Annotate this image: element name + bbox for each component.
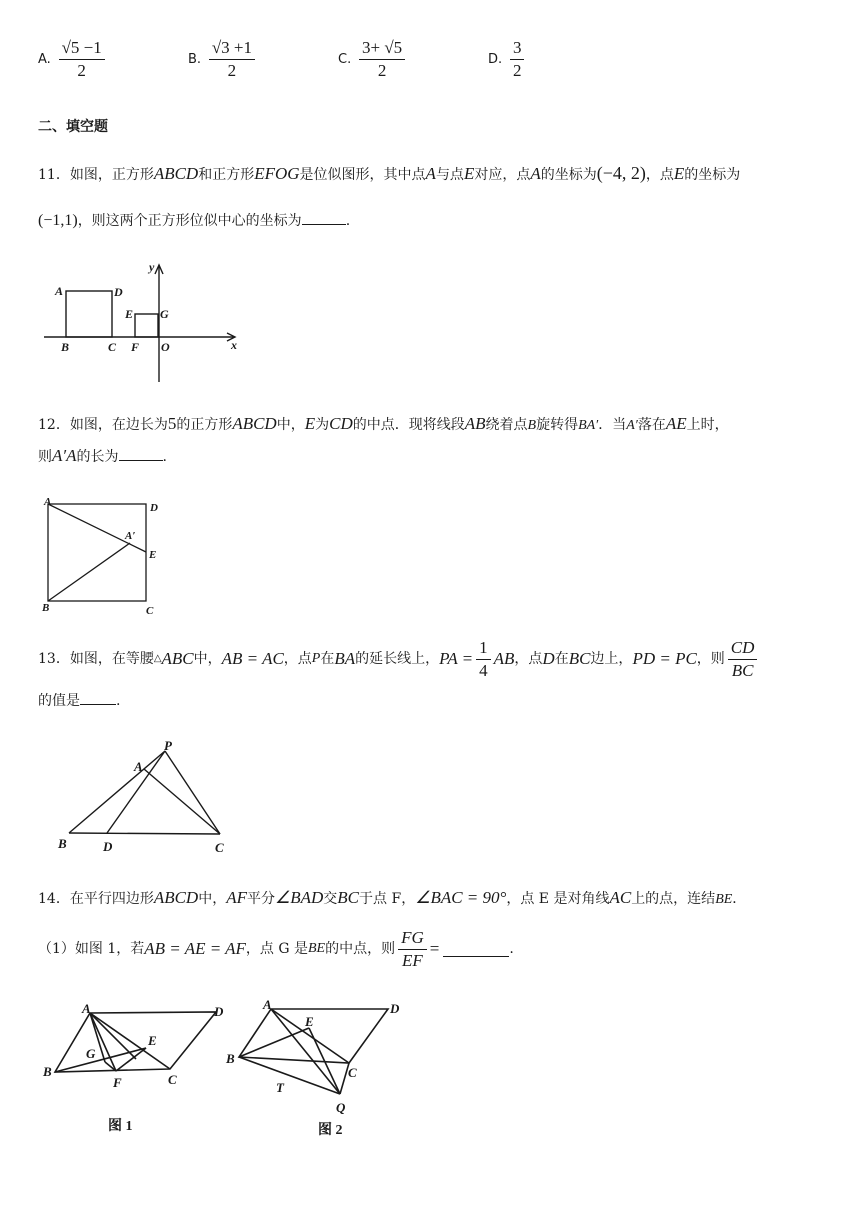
fig1-label-e: E xyxy=(148,1033,157,1048)
label-a: A xyxy=(55,284,64,298)
q13-line1 xyxy=(38,638,760,682)
option-d-denominator: 2 xyxy=(512,60,522,80)
q13-line2 xyxy=(38,690,120,711)
label-c: C xyxy=(108,340,117,354)
q11-abcd: ABCD xyxy=(153,164,199,183)
q12-text: 为 xyxy=(315,417,330,433)
square-abcd xyxy=(66,291,112,337)
q14-ab-eq-ae-eq-af: AB = AE = AF xyxy=(144,939,246,959)
q13-abc: ABC xyxy=(161,649,194,669)
q14-sub1-be: BE xyxy=(308,941,326,957)
q12-ae: AE xyxy=(665,414,687,433)
segment-pc xyxy=(165,751,220,834)
q12-figure xyxy=(38,494,170,620)
q11-text: 对应，点 xyxy=(474,167,531,183)
q11-point-a: A xyxy=(530,164,541,183)
q14-sub1-text: 的中点，则 xyxy=(325,941,396,958)
q11-figure xyxy=(38,258,248,388)
q14-angle-bac: ∠BAC = 90° xyxy=(415,888,507,907)
segment-ac xyxy=(144,769,220,834)
q12-answer-blank[interactable] xyxy=(119,446,163,461)
q13-text: 在 xyxy=(554,651,569,668)
q11-text: 是位似图形，其中点 xyxy=(299,167,426,183)
q14-text: 交 xyxy=(323,891,338,907)
label-p: P xyxy=(164,738,172,753)
fig1-label-f: F xyxy=(113,1075,122,1090)
q11-coord-e: (−1,1) xyxy=(38,212,78,229)
segment-bc xyxy=(69,833,220,834)
fig2-label-a: A xyxy=(263,997,272,1012)
q12-text: 旋转得 xyxy=(536,417,579,433)
q12-text: 落在 xyxy=(637,417,666,433)
q13-text: 的延长线上， xyxy=(355,651,440,668)
q14-angle-bad: ∠BAD xyxy=(275,888,324,907)
q12-text: 的中点．现将线段 xyxy=(352,417,465,433)
q14-text: ，点 E 是对角线 xyxy=(506,891,610,907)
option-b-fraction xyxy=(209,38,255,80)
q11-text: ，点 xyxy=(645,167,674,183)
segment-bp xyxy=(69,751,165,833)
fig2-label-b: B xyxy=(226,1051,235,1066)
fig2-label-t: T xyxy=(276,1080,284,1095)
q13-pa: PA = xyxy=(439,649,474,669)
q12-text: 则 xyxy=(38,449,52,465)
q11-point-a: A xyxy=(425,164,436,183)
option-c-fraction xyxy=(359,38,405,80)
label-a: A xyxy=(134,759,143,774)
q13-point-p: P xyxy=(311,651,321,667)
q11-text: 的坐标为 xyxy=(540,167,597,183)
q12-text: . xyxy=(162,449,167,465)
q14-answer-blank[interactable] xyxy=(443,942,509,957)
label-d: D xyxy=(150,502,158,514)
option-b-numerator: √3 +1 xyxy=(209,38,255,60)
option-d-label: D. xyxy=(488,52,503,68)
q13-ab: AB xyxy=(493,649,515,669)
q12-line2 xyxy=(38,446,167,467)
q12-point-e: E xyxy=(304,414,316,433)
q13-frac-den: 4 xyxy=(479,660,488,680)
label-g: G xyxy=(160,307,169,321)
q12-text: 绕着点 xyxy=(485,417,528,433)
q14-text: 中， xyxy=(198,891,227,907)
label-y: y xyxy=(149,260,155,274)
fig1-label-b: B xyxy=(43,1064,52,1079)
fig2-label-d: D xyxy=(390,1001,400,1016)
q13-figure xyxy=(50,736,240,858)
q13-ba: BA xyxy=(334,649,356,669)
q11-text: ，则这两个正方形位似中心的坐标为 xyxy=(77,213,302,229)
q14-figure-1 xyxy=(55,1012,216,1072)
q12-text: 12．如图，在边长为 xyxy=(38,417,168,433)
option-a-numerator: √5 −1 xyxy=(59,38,105,60)
segment-be-1 xyxy=(55,1048,146,1072)
option-c-label: C. xyxy=(338,52,352,68)
option-d-fraction xyxy=(510,38,525,80)
label-b: B xyxy=(42,602,50,614)
fig1-label-a: A xyxy=(82,1001,91,1016)
q13-triangle-symbol: △ xyxy=(153,653,162,665)
q14-af: AF xyxy=(226,888,247,907)
option-c-denominator: 2 xyxy=(377,60,387,80)
q13-ab-eq-ac: AB = AC xyxy=(221,649,284,669)
option-a-denominator: 2 xyxy=(77,60,86,80)
q14-sub1-text: （1）如图 1，若 xyxy=(38,941,145,958)
q13-bc: BC xyxy=(568,649,591,669)
q14-fg-ef-fraction xyxy=(398,928,427,970)
q13-quarter-fraction xyxy=(476,638,491,680)
q12-line1 xyxy=(38,414,729,436)
fig1-label-d: D xyxy=(214,1004,224,1019)
q11-coord-a: (−4, 2) xyxy=(596,163,646,183)
q13-text: ，点 xyxy=(283,651,312,668)
q12-text: ．当 xyxy=(598,417,627,433)
square-efog xyxy=(135,314,158,337)
q13-text: 13．如图，在等腰 xyxy=(38,651,154,668)
q12-a-prime-a: A′A xyxy=(52,446,77,465)
q13-text: . xyxy=(116,693,121,709)
option-c-numerator: 3+ √5 xyxy=(359,38,405,60)
q14-figures xyxy=(38,996,418,1144)
label-f: F xyxy=(131,340,140,354)
fig2-label-e: E xyxy=(305,1014,314,1029)
option-a[interactable] xyxy=(38,38,108,80)
label-a: A xyxy=(44,496,52,508)
fig1-caption: 图 1 xyxy=(108,1119,133,1134)
q11-text: 和正方形 xyxy=(198,167,255,183)
q13-text: 中， xyxy=(193,651,222,668)
q13-cd-bc-fraction xyxy=(728,638,758,680)
label-o: O xyxy=(161,340,170,354)
q11-efog: EFOG xyxy=(254,164,300,183)
q11-point-e: E xyxy=(673,164,685,183)
q12-text: 的长为 xyxy=(76,449,119,465)
q13-text: 的值是 xyxy=(38,693,80,709)
label-x: x xyxy=(231,338,237,352)
label-a-prime: A′ xyxy=(125,530,136,542)
q14-line1 xyxy=(38,888,746,910)
q12-ab: AB xyxy=(464,414,486,433)
q12-side-length: 5 xyxy=(167,414,177,433)
q13-frac-bc: BC xyxy=(731,660,754,680)
parallelogram-abcd-1 xyxy=(55,1012,216,1072)
option-c[interactable] xyxy=(338,38,408,80)
q14-frac-fg: FG xyxy=(398,928,427,950)
option-a-fraction xyxy=(59,38,105,80)
q11-text: 11．如图，正方形 xyxy=(38,167,154,183)
option-b-label: B. xyxy=(188,52,202,68)
option-d[interactable] xyxy=(488,38,527,80)
q13-text: ，则 xyxy=(696,651,725,668)
q13-point-d: D xyxy=(542,649,555,669)
fig2-caption: 图 2 xyxy=(318,1123,343,1138)
q14-text: 平分 xyxy=(247,891,275,907)
q12-text: 上时， xyxy=(686,417,729,433)
q12-text: 的正方形 xyxy=(176,417,233,433)
q14-ac: AC xyxy=(609,888,632,907)
q14-sub1-text: ，点 G 是 xyxy=(245,941,308,958)
q13-answer-blank[interactable] xyxy=(80,690,116,705)
q14-bc: BC xyxy=(337,888,360,907)
q12-abcd: ABCD xyxy=(232,414,277,433)
q11-text: 的坐标为 xyxy=(684,167,741,183)
label-b: B xyxy=(61,340,70,354)
label-e: E xyxy=(125,307,134,321)
label-d: D xyxy=(114,285,123,299)
label-c: C xyxy=(215,840,224,855)
q11-point-e: E xyxy=(463,164,475,183)
q12-point-b: B xyxy=(527,418,537,433)
q12-text: 中， xyxy=(276,417,305,433)
square-abcd xyxy=(48,504,146,601)
q14-sub1 xyxy=(38,928,514,972)
q12-cd: CD xyxy=(329,414,353,433)
q13-frac-num: 1 xyxy=(476,638,491,660)
q13-text: ，点 xyxy=(514,651,543,668)
option-a-label: A. xyxy=(38,52,51,68)
q13-frac-cd: CD xyxy=(728,638,758,660)
q14-text: 于点 F， xyxy=(359,891,416,907)
q13-text: 边上， xyxy=(590,651,633,668)
segment-ba-prime xyxy=(48,543,130,601)
label-d: D xyxy=(103,839,113,854)
q12-ba-prime: BA′ xyxy=(578,418,599,433)
q14-text: ． xyxy=(732,891,747,907)
q14-be: BE xyxy=(715,892,733,907)
fig1-label-c: C xyxy=(168,1072,177,1087)
label-c: C xyxy=(146,605,154,617)
option-b-denominator: 2 xyxy=(227,60,237,80)
q11-text: 与点 xyxy=(435,167,464,183)
q13-text: 在 xyxy=(320,651,335,668)
q13-pd-eq-pc: PD = PC xyxy=(632,649,697,669)
fig1-label-g: G xyxy=(86,1046,96,1061)
q11-text: . xyxy=(345,213,351,229)
q11-line1 xyxy=(38,163,740,185)
q14-equals: = xyxy=(429,939,440,959)
q14-text: 上的点，连结 xyxy=(631,891,716,907)
q14-frac-ef: EF xyxy=(402,950,423,970)
label-e: E xyxy=(149,549,157,561)
fig2-label-q: Q xyxy=(336,1100,346,1115)
q12-a-prime: A′ xyxy=(626,418,638,433)
q14-sub1-text: . xyxy=(509,941,514,958)
fig2-label-c: C xyxy=(348,1065,357,1080)
q11-line2 xyxy=(38,210,350,231)
q14-text: 14．在平行四边形 xyxy=(38,891,154,907)
q11-answer-blank[interactable] xyxy=(302,210,346,225)
option-d-numerator: 3 xyxy=(510,38,525,60)
segment-ae xyxy=(48,504,146,552)
q14-abcd: ABCD xyxy=(153,888,199,907)
option-b[interactable] xyxy=(188,38,258,80)
label-b: B xyxy=(58,836,67,851)
section-title: 二、填空题 xyxy=(38,119,108,135)
